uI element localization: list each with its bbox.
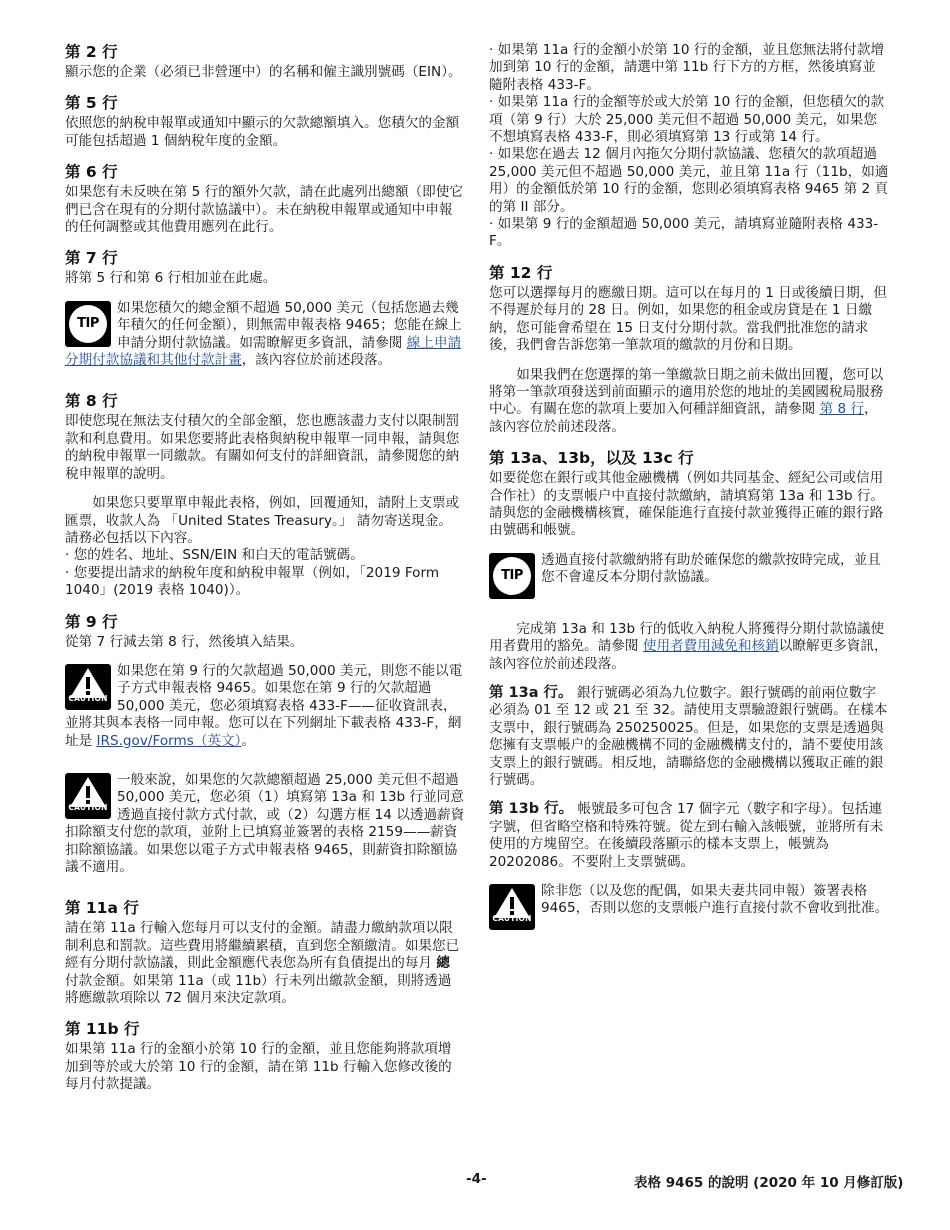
heading-line-2: 第 2 行: [65, 43, 118, 61]
list-item: · 如果第 11a 行的金額小於第 10 行的金額，並且您無法將付款增加到第 10 行的金額，請選中第 11b 行下方的方框，然後填寫並隨附表格 433-F。: [489, 42, 885, 93]
line-11b-text: 如果第 11a 行的金額小於第 10 行的金額，並且您能夠將款項增加到等於或大於第 10 行的金額，請在第 11b 行輸入您修改後的每月付款提議。: [65, 1041, 452, 1093]
section-line-7: [65, 248, 465, 369]
document-title: 表格 9465 的說明 (2020 年 10 月修訂版): [634, 1175, 904, 1191]
line-7-text: 將第 5 行和第 6 行相加並在此處。: [65, 270, 277, 287]
line-13-text: 如要從您在銀行或其他金融機構（例如共同基金、經紀公司或信用合作社）的支票帳户中直接付款繳納，請填寫第 13a 和 13b 行。請與您的金融機構核實，確保能進行直接付款並獲得正確的銀行路由號碼和帳號。: [489, 470, 885, 539]
section-line-2: [65, 42, 465, 81]
section-line-11a: [65, 898, 465, 1007]
section-line-9: [65, 612, 465, 877]
emphasis-total: 總: [436, 955, 450, 972]
page-number: -4-: [466, 1171, 487, 1187]
heading-line-9: 第 9 行: [65, 612, 118, 631]
section-line-13: [489, 448, 889, 929]
line-13b-paragraph: 第 13b 行。 帳號最多可包含 17 個字元（數字和字母）。包括連字號，但省略空格和特殊符號。從左到右輸入該帳號，並將所有未使用的方塊留空。在後續段落顯示的樣本支票上，帳號為 20202086。不要附上支票號碼。: [489, 801, 884, 870]
caution-notice-2: [65, 772, 465, 876]
line-2-text: 顯示您的企業（必須已非營運中）的名稱和僱主識別號碼（EIN）。: [65, 64, 462, 80]
caution-icon: CAUTION: [65, 773, 111, 819]
online-payment-agreement-link[interactable]: 線上申請分期付款協議和其他付款計畫: [65, 334, 462, 369]
caution-notice-3: [489, 883, 889, 929]
list-item: · 您要提出請求的納稅年度和納稅申報單（例如，「2019 Form 1040」(2019 表格 1040)）。: [65, 564, 440, 599]
user-fee-waiver-link[interactable]: 使用者費用減免和核銷: [642, 638, 779, 655]
line-11a-text: 請在第 11a 行輸入您每月可以支付的金額。請盡力繳納款項以限制利息和罰款。這些費用將繼續累積，直到您全額繳清。如果您已經有分期付款協議，則此金額應代表您為所有負債提出的每月 總 付款金額。如果第 11a（或 11b）行未列出繳款金額，則將透過將應繳款項除以 72 個月來決定款項。: [65, 920, 460, 1007]
section-line-5: [65, 93, 465, 150]
caution-icon: CAUTION: [65, 664, 111, 710]
tip-notice: TIP 如果您積欠的總金額不超過 50,000 美元（包括您過去幾年積欠的任何金額），則無需申報表格 9465；您能在線上申請分期付款協議。如需瞭解更多資訊，請參閱 線上申請分期付款協議和其他付款計畫，該內容位於前述段落。: [65, 299, 462, 369]
heading-line-7: 第 7 行: [65, 249, 118, 268]
caution-icon: CAUTION: [489, 884, 535, 930]
list-item: · 您的姓名、地址、SSN/EIN 和白天的電話號碼。: [65, 547, 364, 564]
caution-text: 一般來說，如果您的欠款總額超過 25,000 美元但不超過 50,000 美元，您必須（1）填寫第 13a 和 13b 行並同意透過直接付款方式付款，或（2）勾選方框 14 以透過薪資扣除額支付您的款項，並附上已填寫並簽署的表格 2159——薪資扣除額協議。如果您以電子方式申報表格 9465，則薪資扣除額協議不適用。: [65, 771, 465, 875]
tip-text: 透過直接付款繳納將有助於確保您的繳款按時完成，並且您不會違反本分期付款協議。: [541, 551, 881, 586]
caution-text: 如果您在第 9 行的欠款超過 50,000 美元，則您不能以電子方式申報表格 9465。如果您在第 9 行的欠款超過 50,000 美元，您必須填寫表格 433-F——征收資訊表，並將其與本表格一同申報。您可以在下列網址下載表格 433-F，網址是: [65, 662, 463, 749]
section-line-12: [489, 263, 889, 436]
list-item: · 如果第 9 行的金額超過 50,000 美元，請填寫並隨附表格 433-F。: [489, 216, 879, 250]
right-column: [489, 42, 889, 947]
caution-notice-1: CAUTION 如果您在第 9 行的欠款超過 50,000 美元，則您不能以電子方式申報表格 9465。如果您在第 9 行的欠款超過 50,000 美元，您必須填寫表格 433-F——征收資訊表，並將其與本表格一同申報。您可以在下列網址下載表格 433-F，網址是 IRS.gov/Forms（英文）。: [65, 662, 463, 749]
line-13b-label: 第 13b 行。: [489, 801, 574, 818]
heading-line-11b: 第 11b 行: [65, 1020, 140, 1039]
heading-line-6: 第 6 行: [65, 163, 118, 182]
line-11b-bullets: [489, 42, 889, 251]
line-8-para-1: 即使您現在無法支付積欠的全部金額，您也應該盡力支付以限制罰款和利息費用。如果您要將此表格與納稅申報單一同申報，請與您的納稅申報單一同繳款。有關如何支付的詳細資訊，請參閱您的納稅申報單的說明。: [65, 413, 460, 482]
tip-text: 如果您積欠的總金額不超過 50,000 美元（包括您過去幾年積欠的任何金額），則無需申報表格 9465；您能在線上申請分期付款協議。如需瞭解更多資訊，請參閱: [117, 299, 462, 351]
line-8-para-2: 如果您只要單單申報此表格，例如，回覆通知，請附上支票或匯票，收款人為 「United States Treasury。」 請勿寄送現金。請務必包括以下內容。: [65, 495, 460, 546]
line-13a-label: 第 13a 行。: [489, 684, 573, 701]
left-column: [65, 42, 465, 1106]
tip-notice: [489, 552, 889, 599]
heading-line-13: 第 13a、13b，以及 13c 行: [489, 449, 694, 468]
section-line-11b: [65, 1019, 465, 1093]
section-line-8: [65, 391, 465, 599]
line-6-text: 如果您有未反映在第 5 行的額外欠款，請在此處列出總額（即使它們已含在現有的分期付款協議中）。未在納稅申報單或通知中申報的任何調整或其他費用應列在此行。: [65, 184, 463, 236]
caution-text: 除非您（以及您的配偶，如果夫妻共同申報）簽署表格 9465，否則以您的支票帳户進行直接付款不會收到批准。: [541, 883, 889, 917]
user-fee-paragraph: 完成第 13a 和 13b 行的低收入納稅人將獲得分期付款協議使用者費用的豁免。請參閱 使用者費用減免和核銷以瞭解更多資訊，該內容位於前述段落。: [489, 620, 888, 672]
heading-line-8: 第 8 行: [65, 392, 118, 411]
irs-forms-link[interactable]: IRS.gov/Forms（英文）: [96, 732, 242, 749]
heading-line-5: 第 5 行: [65, 94, 118, 113]
line-5-text: 依照您的納稅申報單或通知中顯示的欠款總額填入。您積欠的金額可能包括超過 1 個納稅年度的金額。: [65, 115, 460, 149]
line-8-link[interactable]: 第 8 行: [819, 401, 865, 418]
section-line-6: [65, 162, 465, 236]
tip-icon: TIP: [489, 553, 535, 599]
list-item: · 如果第 11a 行的金額等於或大於第 10 行的金額，但您積欠的款項（第 9 行）大於 25,000 美元但不超過 50,000 美元，如果您不想填寫表格 433-F，則必須填寫第 13 行或第 14 行。: [489, 94, 885, 146]
line-9-text: 從第 7 行減去第 8 行，然後填入結果。: [65, 633, 304, 650]
line-12-para-2: 如果我們在您選擇的第一筆繳款日期之前未做出回覆，您可以將第一筆款項發送到前面顯示的適用於您的地址的美國國稅局服務中心。有關在您的款項上要加入何種詳細資訊，請參閱 第 8 行，該內容位於前述段落。: [489, 366, 884, 435]
tip-icon: TIP: [65, 301, 111, 347]
line-12-para-1: 您可以選擇每月的應繳日期。這可以在每月的 1 日或後續日期，但不得遲於每月的 28 日。例如，如果您的租金或房貸是在 1 日繳納，您可能會希望在 15 日支付分期付款。當我們批准您的請求後，我們會告訴您第一筆款項的繳款的月份和日期。: [489, 284, 887, 354]
line-13a-paragraph: 第 13a 行。 銀行號碼必須為九位數字。銀行號碼的前兩位數字必須為 01 至 12 或 21 至 32。請使用支票驗證銀行號碼。在樣本支票中，銀行號碼為 250250025。但是，如果您的支票是透過與您擁有支票帳户的金融機構不同的金融機構支付的，請不要使用該支票上的銀行號碼。相反地，請聯絡您的金融機構以獲取正確的銀行號碼。: [489, 684, 888, 788]
line-8-bullets: [65, 547, 465, 599]
heading-line-11a: 第 11a 行: [65, 899, 139, 918]
list-item: · 如果您在過去 12 個月內拖欠分期付款協議、您積欠的款項超過 25,000 美元但不超過 50,000 美元，並且第 11a 行（11b，如適用）的金額低於第 10 行的金額，您則必須填寫表格 9465 第 2 頁的第 II 部分。: [489, 146, 889, 215]
heading-line-12: 第 12 行: [489, 263, 553, 282]
